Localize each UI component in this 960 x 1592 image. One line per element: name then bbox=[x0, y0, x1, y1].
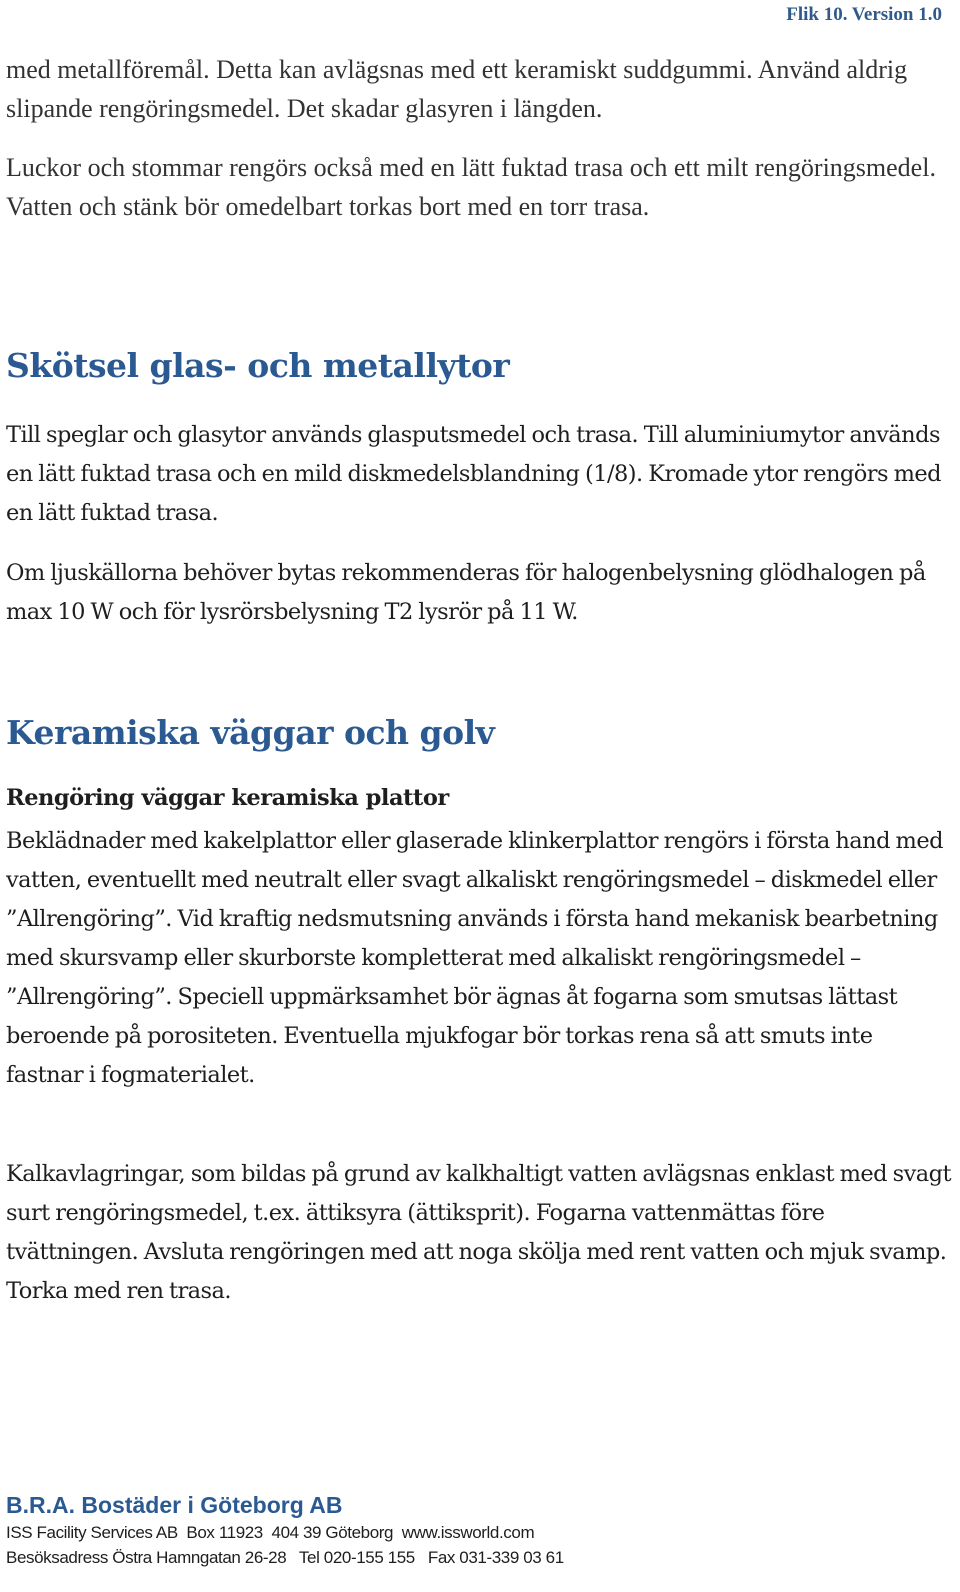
ceramic-paragraph-2: Kalkavlagringar, som bildas på grund av kalkhaltigt vatten avlägsnas enklast med svagt surt rengöringsmedel, t.ex. ättiksyra (ättiksprit). Fogarna vattenmättas före tvättningen. Avsluta rengöringen med att noga skölja med rent vatten och mjuk svamp. Torka med ren trasa. bbox=[6, 1161, 951, 1304]
subheading-wall-cleaning: Rengöring väggar keramiska plattor bbox=[6, 785, 449, 811]
footer-address-line: ISS Facility Services AB Box 11923 404 39 Göteborg www.issworld.com bbox=[6, 1523, 535, 1542]
section-heading-ceramic: Keramiska väggar och golv bbox=[6, 713, 495, 752]
intro-paragraph-2: Luckor och stommar rengörs också med en lätt fuktad trasa och ett milt rengöringsmedel. Vatten och stänk bör omedelbart torkas bort med en torr trasa. bbox=[6, 153, 936, 221]
glass-metal-paragraph-2: Om ljuskällorna behöver bytas rekommenderas för halogenbelysning glödhalogen på max 10 W och för lysrörsbelysning T2 lysrör på 11 W. bbox=[6, 560, 926, 625]
glass-metal-paragraph-1: Till speglar och glasytor används glasputsmedel och trasa. Till aluminiumytor används en lätt fuktad trasa och en mild diskmedelsblandning (1/8). Kromade ytor rengörs med en lätt fuktad trasa. bbox=[6, 422, 941, 526]
page-version-header: Flik 10. Version 1.0 bbox=[786, 4, 942, 25]
footer-company-name: B.R.A. Bostäder i Göteborg AB bbox=[6, 1492, 343, 1518]
section-heading-glass-metal: Skötsel glas- och metallytor bbox=[6, 346, 510, 385]
page-footer bbox=[6, 1490, 564, 1570]
intro-paragraph-1: med metallföremål. Detta kan avlägsnas med ett keramiskt suddgummi. Använd aldrig slipande rengöringsmedel. Det skadar glasyren i längden. bbox=[6, 55, 908, 123]
footer-contact-line: Besöksadress Östra Hamngatan 26-28 Tel 020-155 155 Fax 031-339 03 61 bbox=[6, 1548, 564, 1567]
ceramic-paragraph-1: Beklädnader med kakelplattor eller glaserade klinkerplattor rengörs i första hand med vatten, eventuellt med neutralt eller svagt alkaliskt rengöringsmedel – diskmedel eller ”Allrengöring”. Vid kraftig nedsmutsning används i första hand mekanisk bearbetning med skursvamp eller skurborste kompletterat med alkaliskt rengöringsmedel – ”Allrengöring”. Speciell uppmärksamhet bör ägnas åt fogarna som smutsas lättast beroende på porositeten. Eventuella mjukfogar bör torkas rena så att smuts inte fastnar i fogmaterialet. bbox=[6, 828, 943, 1088]
